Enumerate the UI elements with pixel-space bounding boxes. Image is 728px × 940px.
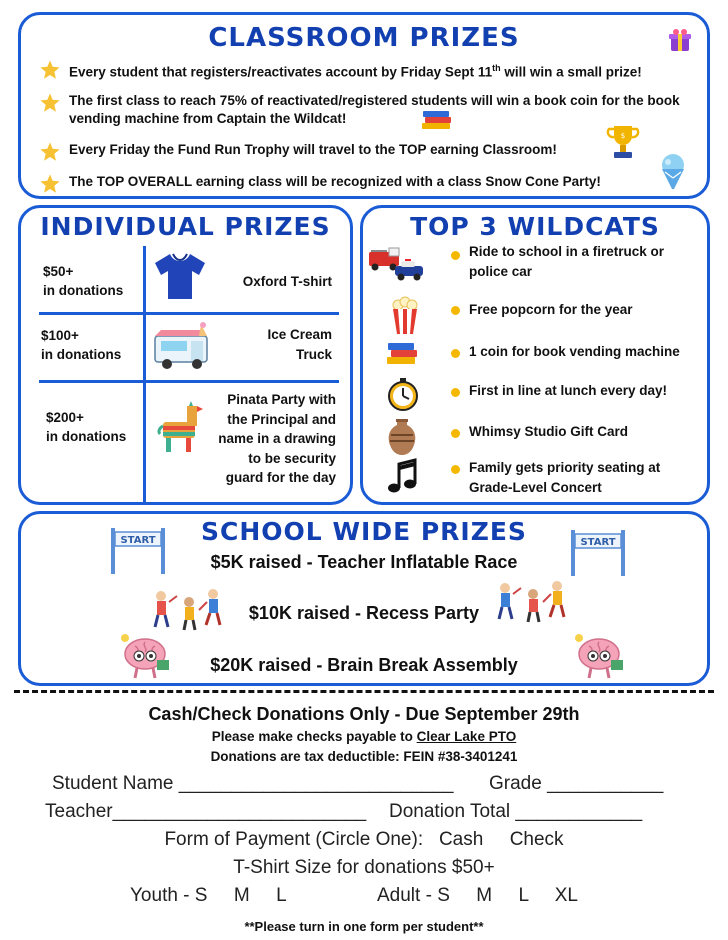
- prize-line: Pinata Party with: [227, 392, 336, 407]
- bullet-dot: [451, 306, 460, 315]
- gift-icon: [667, 27, 693, 53]
- tier-label: in donations: [46, 429, 127, 444]
- tshirt-size-label: T-Shirt Size for donations $50+: [233, 857, 495, 878]
- books-icon: [385, 340, 425, 376]
- books-icon: [421, 109, 453, 131]
- prize-line: Truck: [295, 346, 332, 362]
- top3-item-text: Ride to school in a firetruck or police car: [469, 244, 665, 279]
- prize-line: name in a drawing: [218, 431, 336, 446]
- prize-line: Ice Cream: [267, 327, 332, 342]
- school-wide-prizes-title: SCHOOL WIDE PRIZES: [201, 517, 527, 546]
- ice-cream-truck-icon: [151, 322, 217, 372]
- prize-line: guard for the day: [225, 470, 336, 485]
- prize-line: the Principal and: [227, 411, 336, 427]
- tshirt-icon: [153, 250, 207, 302]
- clock-icon: [385, 376, 425, 412]
- student-name-field[interactable]: Student Name __________________________: [52, 773, 454, 794]
- school-prize-5k: $5K raised - Teacher Inflatable Race: [210, 552, 518, 572]
- youth-size-options[interactable]: Youth - S M L: [130, 885, 287, 906]
- prize-ice-cream-truck: [267, 325, 332, 364]
- top-3-wildcats-panel: [360, 205, 710, 505]
- classroom-prize-text: The TOP OVERALL earning class will be recognized with a class Snow Cone Party!: [69, 174, 601, 189]
- tier-label: in donations: [41, 347, 122, 362]
- adult-size-options[interactable]: Adult - S M L XL: [377, 885, 578, 906]
- top3-item-text: Whimsy Studio Gift Card: [469, 424, 629, 439]
- music-note-icon: [385, 458, 425, 494]
- start-banner-label: START: [120, 535, 156, 546]
- top-3-wildcats-title: TOP 3 WILDCATS: [410, 212, 660, 241]
- star-icon: [39, 173, 61, 195]
- bullet-dot: [451, 349, 460, 358]
- grid-divider: [39, 312, 339, 315]
- classroom-prize-text: Every Friday the Fund Run Trophy will travel to the TOP earning Classroom!: [69, 142, 557, 157]
- school-prize-10k: $10K raised - Recess Party: [248, 603, 480, 623]
- top3-item-text: First in line at lunch every day!: [469, 383, 668, 398]
- popcorn-icon: [385, 296, 425, 332]
- grid-divider: [39, 380, 339, 383]
- prize-pinata-party: [218, 390, 336, 488]
- kids-playing-icon: [493, 580, 571, 626]
- bullet-dot: [451, 429, 460, 438]
- school-prize-20k: $20K raised - Brain Break Assembly: [210, 655, 518, 675]
- classroom-prizes-title: CLASSROOM PRIZES: [208, 23, 520, 53]
- classroom-prize-text: Every student that registers/reactivates account by Friday Sept 11th will win a small prize!: [69, 63, 642, 80]
- payable-name: Clear Lake PTO: [416, 729, 517, 744]
- bullet-dot: [451, 251, 460, 260]
- donation-tier-200: [46, 408, 126, 446]
- star-icon: [39, 92, 61, 114]
- grade-field[interactable]: Grade ___________: [489, 773, 664, 794]
- tax-deductible-text: Donations are tax deductible: FEIN #38-3401241: [210, 749, 518, 764]
- donation-total-field[interactable]: Donation Total ____________: [389, 801, 643, 822]
- form-title: Cash/Check Donations Only - Due September 29th: [148, 704, 580, 724]
- school-wide-prizes-panel: [18, 511, 710, 686]
- top3-item-text: Free popcorn for the year: [469, 302, 633, 317]
- classroom-prize-item: [39, 173, 679, 195]
- star-icon: [39, 141, 61, 163]
- payable-prefix: Please make checks payable to: [211, 729, 417, 744]
- tier-amount: $200+: [46, 410, 84, 425]
- svg-text:$: $: [620, 132, 626, 140]
- prize-line: to be security: [248, 450, 336, 466]
- tier-amount: $100+: [41, 328, 79, 343]
- classroom-prizes-panel: [18, 12, 710, 199]
- payment-options[interactable]: Form of Payment (Circle One): Cash Check: [164, 829, 564, 850]
- classroom-prize-item: [39, 141, 679, 163]
- individual-prizes-panel: [18, 205, 353, 505]
- teacher-field[interactable]: Teacher________________________: [45, 801, 367, 822]
- firetruck-icon: [367, 244, 425, 280]
- tier-amount: $50+: [43, 264, 74, 279]
- classroom-prize-text: The first class to reach 75% of reactivated/registered students will win a book coin for the book vending machine from Captain the Wildcat!: [69, 93, 680, 126]
- one-form-note: **Please turn in one form per student**: [244, 919, 484, 934]
- snow-cone-icon: [657, 153, 689, 191]
- vase-icon: [385, 418, 425, 454]
- prize-oxford-tshirt: Oxford T-shirt: [242, 274, 332, 289]
- top3-item-text: Family gets priority seating at Grade-Level Concert: [469, 460, 661, 495]
- top3-item-text: 1 coin for book vending machine: [469, 344, 680, 359]
- trophy-icon: [606, 123, 640, 163]
- classroom-prize-item: [39, 59, 679, 82]
- brain-icon: [571, 632, 627, 682]
- bullet-dot: [451, 388, 460, 397]
- classroom-prize-item: [39, 92, 699, 128]
- start-banner-label: START: [580, 537, 616, 548]
- donation-tier-50: [43, 262, 123, 300]
- grid-divider: [143, 246, 146, 502]
- pinata-icon: [157, 400, 209, 456]
- payable-to-text: [0, 729, 728, 744]
- star-icon: [39, 59, 61, 81]
- donation-tier-100: [41, 326, 121, 364]
- individual-prizes-title: INDIVIDUAL PRIZES: [40, 212, 331, 241]
- form-of-payment-field[interactable]: [0, 829, 728, 851]
- bullet-dot: [451, 465, 460, 474]
- tier-label: in donations: [43, 283, 124, 298]
- cut-line-divider: [14, 690, 714, 693]
